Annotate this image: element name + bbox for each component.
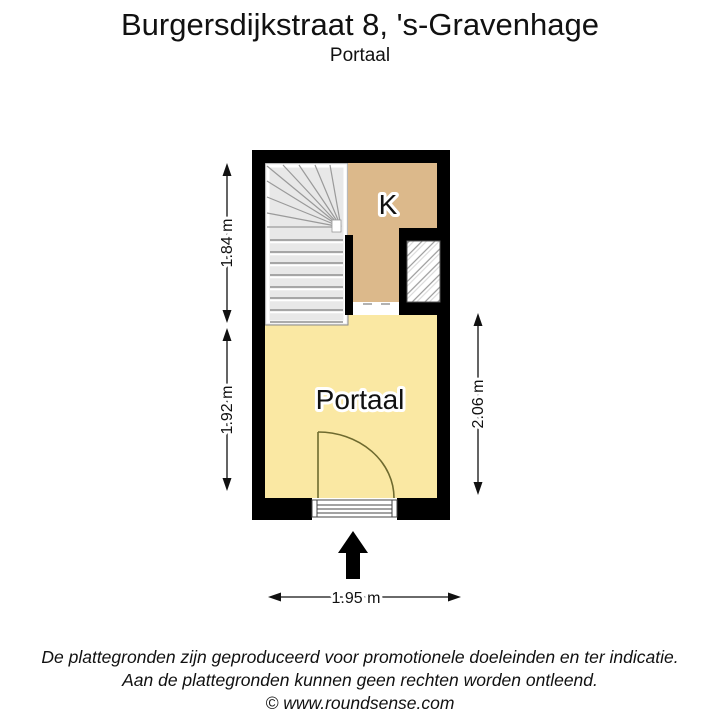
wall-top	[252, 150, 450, 163]
room-label-portaal: Portaal	[315, 384, 405, 415]
disclaimer-line-2: Aan de plattegronden kunnen geen rechten worden ontleend.	[122, 670, 598, 690]
dim-right	[470, 313, 487, 495]
entrance-arrow-icon	[338, 531, 368, 579]
page-title: Burgersdijkstraat 8, 's-Gravenhage	[120, 7, 600, 42]
floorplan	[219, 150, 487, 607]
wall-right	[437, 150, 450, 520]
wall-left	[252, 150, 265, 520]
dim-left-upper	[219, 163, 236, 323]
entrance-threshold	[312, 500, 397, 517]
credit-line: © www.roundsense.com	[265, 693, 455, 713]
page-subtitle: Portaal	[329, 45, 391, 66]
disclaimer-line-1: De plattegronden zijn geproduceerd voor promotionele doeleinden en ter indicatie.	[41, 647, 679, 667]
dim-label-left-lower: 1.92 m	[219, 385, 236, 435]
wall-bottom-right	[397, 498, 450, 520]
dim-left-lower	[219, 328, 236, 491]
dim-bottom	[268, 590, 461, 607]
wall-bottom-left	[252, 498, 312, 520]
dim-label-bottom: 1.95 m	[331, 590, 381, 607]
stair-newel	[332, 220, 341, 232]
threshold-k-portaal	[353, 302, 399, 315]
shaft-hatched-void	[407, 241, 440, 302]
footer	[0, 646, 720, 715]
room-label-k: K	[378, 189, 398, 220]
dim-label-left-upper: 1.84 m	[219, 218, 236, 268]
dim-label-right: 2.06 m	[470, 379, 487, 429]
staircase	[265, 163, 348, 325]
wall-stub	[345, 235, 353, 315]
